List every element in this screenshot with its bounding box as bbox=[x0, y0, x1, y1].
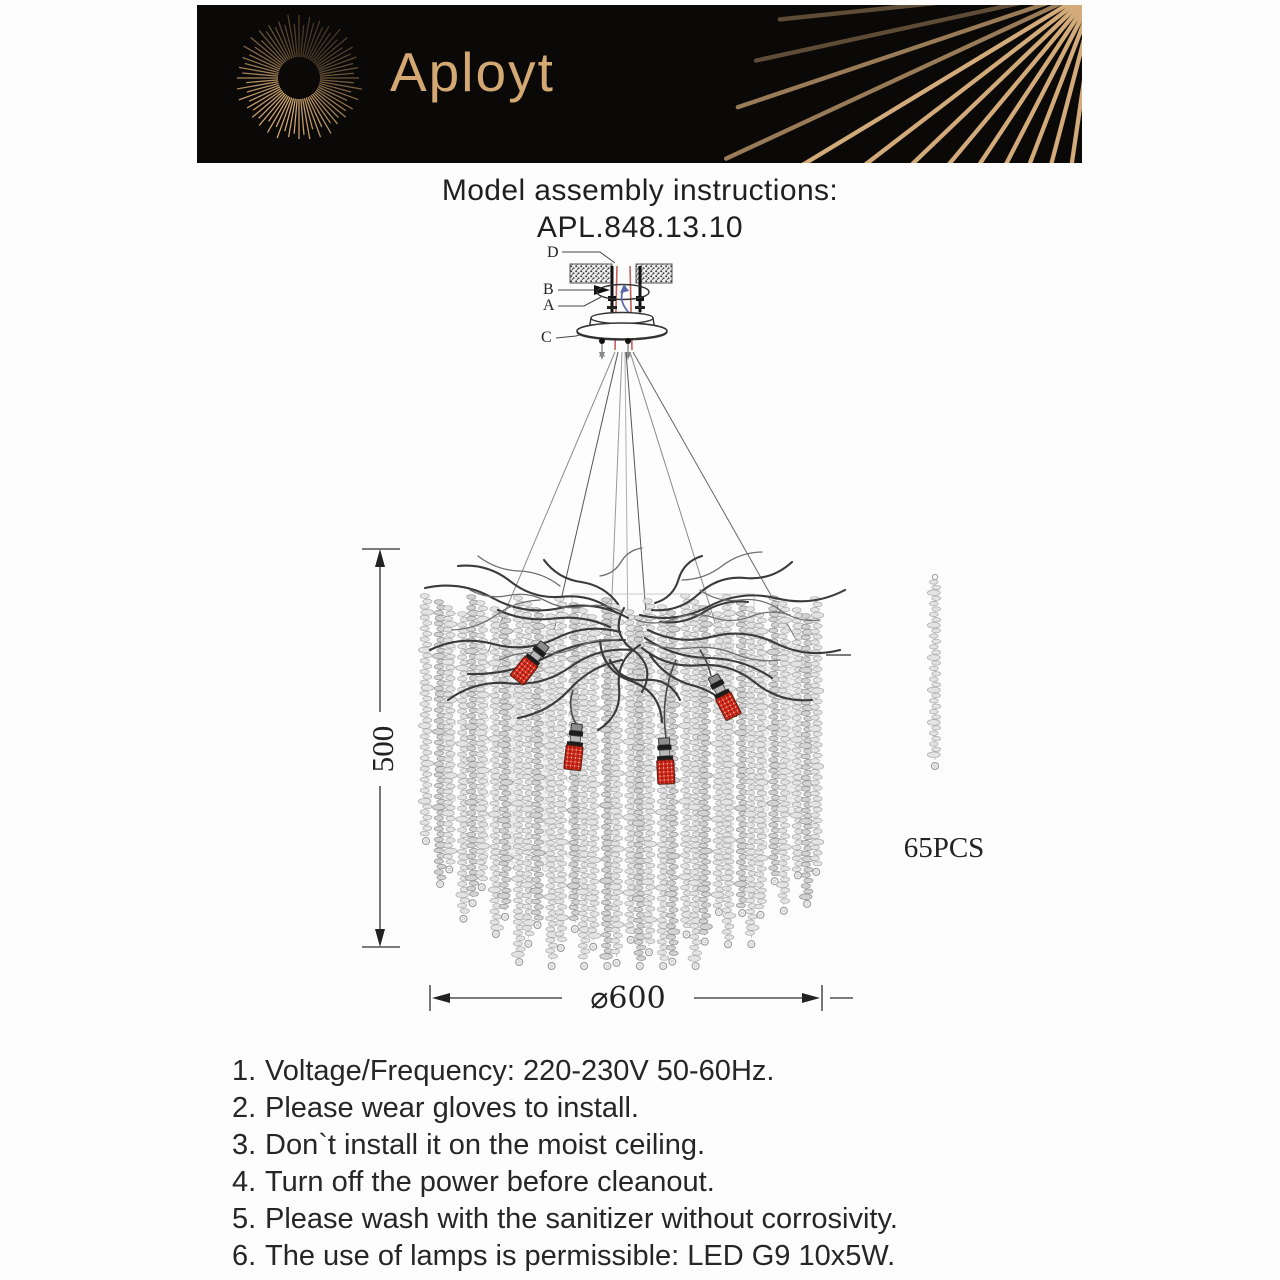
instruction-list bbox=[232, 1053, 1212, 1275]
part-label-d: D bbox=[547, 244, 559, 261]
part-label-a: A bbox=[543, 297, 555, 314]
instruction-text: The use of lamps is permissible: LED G9 10x5W. bbox=[265, 1240, 896, 1272]
part-label-c: C bbox=[541, 329, 552, 346]
instruction-item bbox=[232, 1127, 1212, 1164]
instruction-item bbox=[232, 1201, 1212, 1238]
instruction-text: Don`t install it on the moist ceiling. bbox=[265, 1129, 706, 1161]
instruction-item bbox=[232, 1238, 1212, 1275]
page-title: Model assembly instructions: bbox=[441, 174, 839, 207]
instruction-item bbox=[232, 1090, 1212, 1127]
height-dimension-label: 500 bbox=[365, 725, 400, 773]
instruction-item bbox=[232, 1164, 1212, 1201]
instruction-item bbox=[232, 1053, 1212, 1090]
instruction-text: Voltage/Frequency: 220-230V 50-60Hz. bbox=[265, 1055, 775, 1087]
part-label-b: B bbox=[543, 281, 554, 298]
instruction-number: 6. bbox=[232, 1240, 257, 1272]
instruction-number: 1. bbox=[232, 1055, 257, 1087]
instruction-text: Please wash with the sanitizer without corrosivity. bbox=[265, 1203, 898, 1235]
diameter-dimension-label: ⌀600 bbox=[590, 981, 666, 1016]
instruction-text: Please wear gloves to install. bbox=[265, 1092, 639, 1124]
instruction-number: 2. bbox=[232, 1092, 257, 1124]
model-number: APL.848.13.10 bbox=[536, 211, 744, 244]
instruction-number: 4. bbox=[232, 1166, 257, 1198]
strand-count-label: 65PCS bbox=[903, 832, 985, 864]
instruction-number: 3. bbox=[232, 1129, 257, 1161]
instruction-number: 5. bbox=[232, 1203, 257, 1235]
brand-name: Aployt bbox=[390, 41, 555, 103]
instruction-text: Turn off the power before cleanout. bbox=[265, 1166, 715, 1198]
